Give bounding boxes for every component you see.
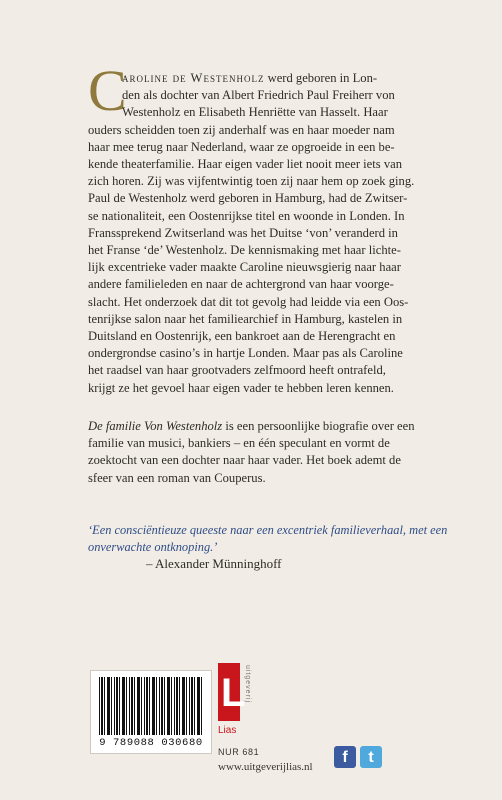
first-line bbox=[88, 70, 458, 87]
text-line: den als dochter van Albert Friedrich Paul Freiherr von bbox=[122, 88, 395, 103]
logo-letter: L bbox=[221, 671, 246, 715]
quote-attribution: – Alexander Münninghoff bbox=[146, 556, 282, 571]
isbn-number: 9 789088 030680 bbox=[99, 737, 203, 749]
text-line: het raadsel van haar grootvaders zelfmoord heeft ontrafeld, bbox=[88, 363, 386, 378]
logo-block bbox=[218, 663, 246, 721]
barcode-bars bbox=[99, 677, 203, 735]
first-line-rest: werd geboren in Lon- bbox=[264, 71, 378, 85]
text-line: haar mee terug naar Nederland, waar ze opgroeide in een be- bbox=[88, 139, 395, 154]
facebook-icon[interactable]: f bbox=[334, 746, 356, 768]
blurb-paragraph-1 bbox=[88, 70, 458, 397]
text-line: Paul de Westenholz werd geboren in Hamburg, had de Zwitser- bbox=[88, 191, 408, 206]
quote-line: ‘Een consciëntieuze queeste naar een excentriek familieverhaal, met een bbox=[88, 523, 448, 537]
review-quote bbox=[88, 522, 458, 556]
text-line: krijgt ze het gevoel haar eigen vader te hebben leren kennen. bbox=[88, 380, 394, 395]
drop-cap: C bbox=[88, 58, 127, 123]
text-line: se nationaliteit, een Oostenrijkse titel en woonde in Londen. In bbox=[88, 208, 405, 223]
text-line: Westenholz en Elisabeth Henriëtte van Hasselt. Haar bbox=[122, 105, 388, 120]
logo-vertical-text: uitgeverij bbox=[244, 665, 251, 704]
text-line: ouders scheidden toen zij anderhalf was en haar moeder nam bbox=[88, 122, 395, 137]
author-name: aroline de Westenholz bbox=[122, 71, 265, 85]
text-line: andere familieleden en naar de achtergrond van haar voorge- bbox=[88, 277, 394, 292]
text-line: ondergrondse casino’s in hartje Londen. Maar pas als Caroline bbox=[88, 346, 403, 361]
first-line bbox=[88, 418, 458, 435]
text-line: zoektocht van een dochter naar haar vader. Het boek ademt de bbox=[88, 453, 401, 468]
twitter-icon[interactable]: t bbox=[360, 746, 382, 768]
first-line-rest: is een persoonlijke biografie over een bbox=[222, 419, 415, 433]
nur-code: NUR 681 bbox=[218, 747, 260, 757]
text-line: tenrijkse salon naar het familiearchief in Hamburg, kastelen in bbox=[88, 311, 403, 326]
logo-name: Lias bbox=[218, 725, 237, 736]
quote-line: onverwachte ontknoping.’ bbox=[88, 540, 218, 554]
text-line: kende theaterfamilie. Haar eigen vader liet nooit meer iets van bbox=[88, 157, 403, 172]
text-line: familie van musici, bankiers – en één speculant en vormt de bbox=[88, 436, 390, 451]
publisher-logo bbox=[218, 663, 252, 753]
text-line: lijk excentrieke vader maakte Caroline nieuwsgierig naar haar bbox=[88, 260, 401, 275]
blurb-paragraph-2 bbox=[88, 418, 458, 487]
text-line: slacht. Het onderzoek dat dit tot gevolg had leidde via een Oos- bbox=[88, 294, 409, 309]
text-line: Duitsland en Oostenrijk, een bankroet aan de Herengracht en bbox=[88, 329, 396, 344]
text-line: sfeer van een roman van Couperus. bbox=[88, 470, 266, 485]
text-line: Franssprekend Zwitserland was het Duitse ‘von’ veranderd in bbox=[88, 225, 398, 240]
barcode bbox=[90, 670, 212, 754]
publisher-website[interactable]: www.uitgeverijlias.nl bbox=[218, 761, 313, 773]
text-line: het Franse ‘de’ Westenholz. De kennismaking met haar lichte- bbox=[88, 243, 401, 258]
text-line: zich horen. Zij was vijfentwintig toen zij naar hem op zoek ging. bbox=[88, 174, 415, 189]
book-title: De familie Von Westenholz bbox=[88, 419, 223, 433]
